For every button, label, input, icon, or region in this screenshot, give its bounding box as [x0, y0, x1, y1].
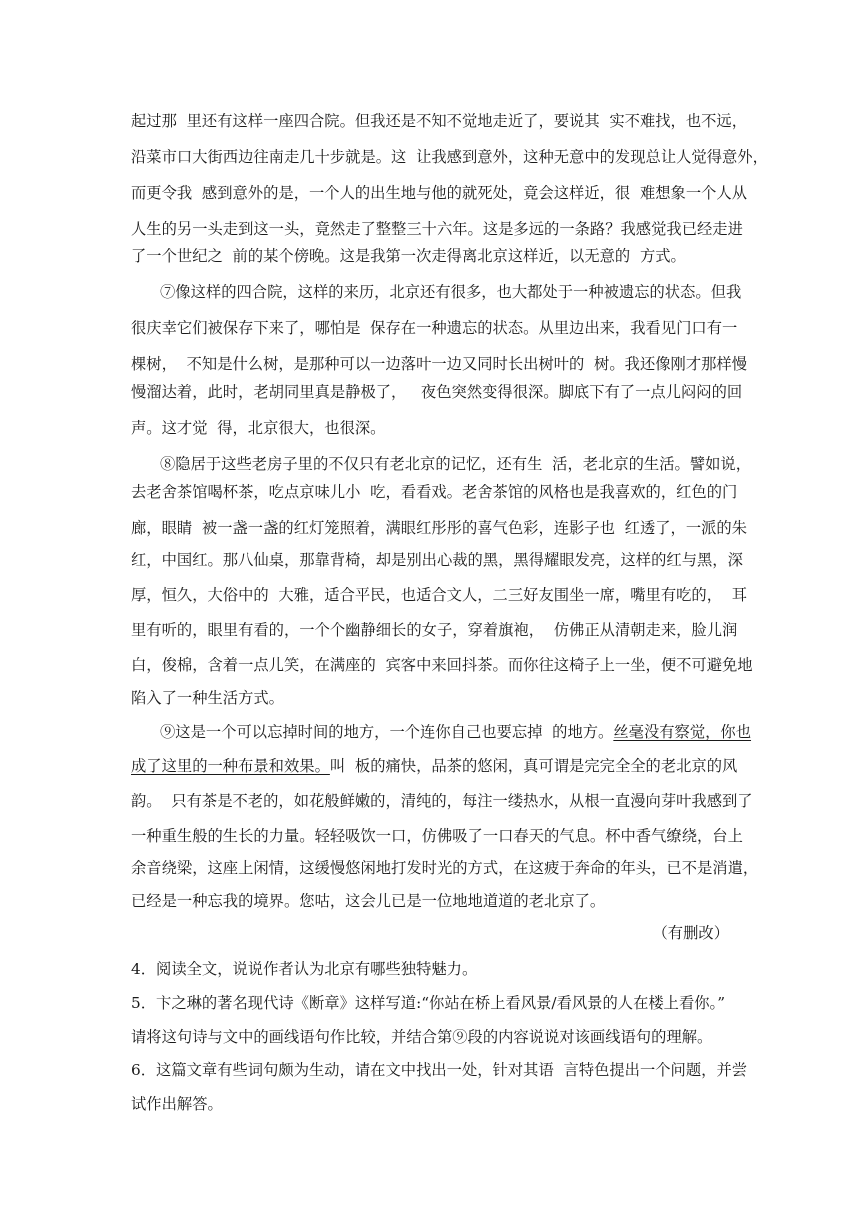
paragraph-9-text: ⑨这是一个可以忘掉时间的地方，一个连你自己也要忘掉 的地方。 — [160, 723, 614, 741]
paragraph-9-text: 叫 板的痛快，品茶的悠闲，真可谓是完完全全的老北京的风 — [329, 757, 738, 775]
paragraph-7-line: 慢溜达着，此时，老胡同里真是静极了， 夜色突然变得很深。脚底下有了一点儿闷闷的回 — [131, 383, 743, 401]
paragraph-8-line: 白，俊棉，含着一点儿笑，在满座的 宾客中来回抖茶。而你往这椅子上一坐，便不可避免地 — [131, 656, 753, 674]
paragraph-9-line: 已经是一种忘我的境界。您咕，这会儿已是一位地地道道的老北京了。 — [131, 892, 606, 910]
text-line: 沿菜市口大街西边往南走几十步就是。这 让我感到意外，这种无意中的发现总让人觉得意外， — [131, 148, 768, 166]
paragraph-8-line: 去老舍茶馆喝杯茶，吃点京味儿小 吃，看看戏。老舍茶馆的风格也是我喜欢的，红色的门 — [131, 483, 738, 501]
paragraph-8-line: 廊，眼睛 被一盏一盏的红灯笼照着，满眼红彤彤的喜气色彩，连影子也 红透了，一派的朱 — [131, 519, 748, 537]
paragraph-8-line: 里有听的，眼里有看的，一个个幽静细长的女子，穿着旗袍， 仿佛正从清朝走来，脸儿润 — [131, 621, 738, 639]
paragraph-7-line: ⑦像这样的四合院，这样的来历，北京还有很多，也大都处于一种被遗忘的状态。但我 — [160, 283, 742, 301]
paragraph-7-line: 棵树， 不知是什么树，是那种可以一边落叶一边又同时长出树叶的 树。我还像刚才那样慢 — [131, 355, 748, 373]
paragraph-8-line: 厚，恒久，大俗中的 大雅，适合平民，也适合文人，二三好友围坐一席，嘴里有吃的， 耳 — [131, 586, 748, 604]
paragraph-9-line: 韵。 只有茶是不老的，如花般鲜嫩的，清纯的，每注一缕热水，从根一直漫向芽叶我感到了 — [131, 792, 753, 810]
paragraph-9-line — [131, 756, 737, 776]
question-5: 5．卞之琳的著名现代诗《断章》这样写道:“你站在桥上看风景/看风景的人在楼上看你。” — [131, 994, 726, 1012]
paragraph-8-line: 红，中国红。那八仙桌，那靠背椅，却是别出心裁的黑，黑得耀眼发亮，这样的红与黑，深 — [131, 551, 743, 569]
text-line: 而更令我 感到意外的是，一个人的出生地与他的就死处，竟会这样近，很 难想象一个人从 — [131, 184, 748, 202]
underlined-sentence: 成了这里的一种布景和效果。 — [131, 757, 330, 775]
source-note: （有删改） — [652, 924, 729, 942]
paragraph-8-line: 陷入了一种生活方式。 — [131, 689, 284, 707]
paragraph-9-line: 余音绕梁，这座上闲情，这缓慢悠闲地打发时光的方式，在这疲于奔命的年头，已不是消遣， — [131, 859, 759, 877]
question-5-continued: 请将这句诗与文中的画线语句作比较，并结合第⑨段的内容说说对该画线语句的理解。 — [131, 1028, 713, 1046]
text-line: 了一个世纪之 前的某个傍晚。这是我第一次走得离北京这样近，以无意的 方式。 — [131, 247, 686, 265]
underlined-sentence: 丝毫没有察觉，你也 — [613, 723, 752, 741]
text-line: 人生的另一头走到这一头，竟然走了整整三十六年。这是多远的一条路？我感觉我已经走进 — [131, 220, 743, 238]
paragraph-8-line: ⑧隐居于这些老房子里的不仅只有老北京的记忆，还有生 活，老北京的生活。譬如说， — [160, 455, 752, 473]
paragraph-7-line: 声。这才觉 得，北京很大，也很深。 — [131, 419, 386, 437]
question-6-continued: 试作出解答。 — [131, 1095, 223, 1113]
question-4: 4．阅读全文，说说作者认为北京有哪些独特魅力。 — [131, 960, 478, 978]
paragraph-9-line: 一种重生般的生长的力量。轻轻吸饮一口，仿佛吸了一口春天的气息。杯中香气缭绕，台上 — [131, 827, 743, 845]
paragraph-9-line — [160, 722, 751, 742]
paragraph-7-line: 很庆幸它们被保存下来了，哪怕是 保存在一种遗忘的状态。从里边出来，我看见门口有一 — [131, 319, 738, 337]
question-6: 6．这篇文章有些词句颇为生动，请在文中找出一处，针对其语 言特色提出一个问题，并尝 — [131, 1061, 748, 1079]
text-line: 起过那 里还有这样一座四合院。但我还是不知不觉地走近了，要说其 实不难找，也不远， — [131, 112, 748, 130]
